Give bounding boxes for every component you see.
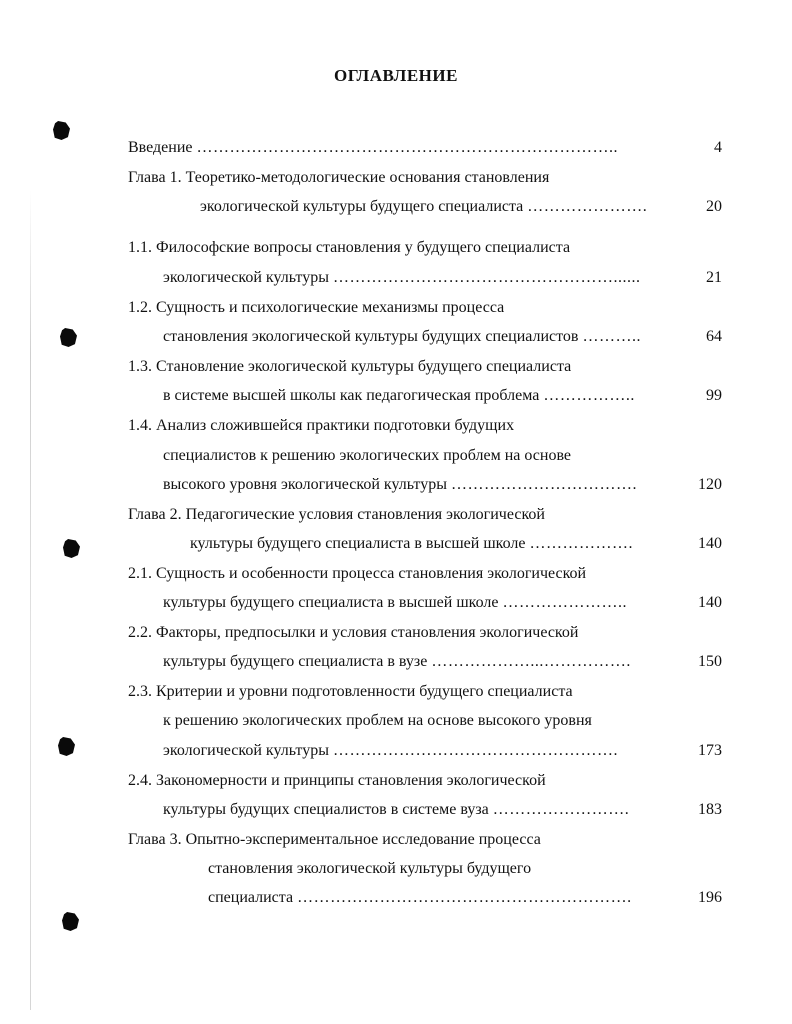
toc-entry-last-line <box>128 138 618 158</box>
toc-entry-text: 1.4. Анализ сложившейся практики подготовки будущих <box>128 417 515 434</box>
toc-entry-dots: ………………….. <box>502 594 627 611</box>
toc-entry-page: 173 <box>698 742 722 759</box>
toc-entry-last-line <box>208 888 632 908</box>
toc-entry-text: Глава 1. Теоретико-методологические основания становления <box>128 169 550 186</box>
toc-entry-last-line <box>190 534 633 554</box>
toc-entry-text: 2.4. Закономерности и принципы становления экологической <box>128 772 546 789</box>
toc-entry-page: 21 <box>706 269 722 286</box>
toc-entry-text: Глава 3. Опытно-экспериментальное исследование процесса <box>128 831 541 848</box>
toc-entry-text: экологической культуры <box>163 269 329 286</box>
toc-entry-text: экологической культуры <box>163 742 329 759</box>
toc-entry-page: 20 <box>706 198 722 215</box>
toc-entry-dots: ………………………………………………………………….. <box>196 139 618 156</box>
page-title: ОГЛАВЛЕНИЕ <box>334 66 458 85</box>
punch-hole-3 <box>63 539 80 558</box>
toc-entry-dots: ……………………………………………. <box>332 742 618 759</box>
toc-entry-text: Введение <box>128 139 193 156</box>
toc-entry-text: экологической культуры будущего специалиста <box>200 198 524 215</box>
toc-entry-page: 4 <box>714 139 722 156</box>
toc-entry-dots: ………………...……………. <box>431 653 631 670</box>
toc-entry-dots: …………………. <box>527 198 648 215</box>
toc-entry-page: 150 <box>698 653 722 670</box>
toc-entry-last-line <box>163 475 637 495</box>
toc-entry-text: культуры будущего специалиста в высшей школе <box>163 594 499 611</box>
toc-entry-last-line <box>163 327 641 347</box>
toc-entry-last-line <box>163 386 635 406</box>
toc-entry-dots: ……………………. <box>492 801 630 818</box>
toc-entry-dots: ……………………………………………………. <box>297 889 632 906</box>
toc-entry-dots: ……….. <box>582 328 641 345</box>
toc-entry-page: 120 <box>698 476 722 493</box>
toc-entry-text: 1.1. Философские вопросы становления у будущего специалиста <box>128 239 571 256</box>
toc-entry-dots: ………………. <box>529 535 633 552</box>
toc-entry-dots: …………….. <box>543 387 635 404</box>
toc-entry-page: 140 <box>698 594 722 611</box>
toc-entry-page: 64 <box>706 328 722 345</box>
toc-entry-text: Глава 2. Педагогические условия становления экологической <box>128 506 545 523</box>
toc-entry-text: к решению экологических проблем на основе высокого уровня <box>163 712 592 729</box>
toc-entry-page: 183 <box>698 801 722 818</box>
toc-entry-text: культуры будущего специалиста в высшей школе <box>190 535 526 552</box>
toc-entry-text: 2.2. Факторы, предпосылки и условия становления экологической <box>128 624 579 641</box>
toc-entry-page: 196 <box>698 889 722 906</box>
scan-edge-line <box>30 190 31 1010</box>
toc-entry-text: культуры будущего специалиста в вузе <box>163 653 428 670</box>
toc-entry-text: 1.3. Становление экологической культуры будущего специалиста <box>128 358 572 375</box>
toc-entry-last-line <box>163 268 640 288</box>
punch-hole-4 <box>58 737 75 756</box>
toc-entry-text: становления экологической культуры будущего <box>208 860 532 877</box>
toc-entry-dots: ……………………………. <box>450 476 637 493</box>
toc-entry-text: 2.3. Критерии и уровни подготовленности будущего специалиста <box>128 683 573 700</box>
toc-entry-last-line <box>163 593 627 613</box>
toc-entry-last-line <box>163 652 631 672</box>
toc-entry-page: 140 <box>698 535 722 552</box>
toc-entry-last-line <box>200 197 647 217</box>
toc-entry-text: становления экологической культуры будущих специалистов <box>163 328 579 345</box>
punch-hole-2 <box>60 328 77 347</box>
toc-entry-text: культуры будущих специалистов в системе вуза <box>163 801 489 818</box>
punch-hole-5 <box>62 912 79 931</box>
toc-entry-text: специалистов к решению экологических проблем на основе <box>163 447 572 464</box>
toc-entry-text: 2.1. Сущность и особенности процесса становления экологической <box>128 565 587 582</box>
toc-entry-text: высокого уровня экологической культуры <box>163 476 447 493</box>
toc-entry-last-line <box>163 800 629 820</box>
punch-hole-1 <box>53 121 70 140</box>
toc-entry-text: 1.2. Сущность и психологические механизмы процесса <box>128 299 505 316</box>
toc-entry-text: специалиста <box>208 889 294 906</box>
toc-entry-page: 99 <box>706 387 722 404</box>
toc-entry-text: в системе высшей школы как педагогическая проблема <box>163 387 540 404</box>
toc-entry-dots: ……………………………………………...... <box>332 269 641 286</box>
toc-entry-last-line <box>163 741 618 761</box>
